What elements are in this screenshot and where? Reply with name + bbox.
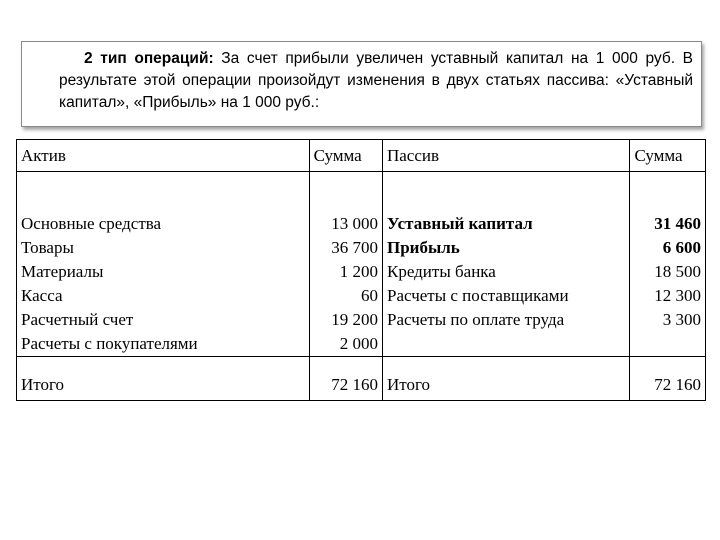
table-header-row [17, 140, 706, 172]
operation-description-box [21, 41, 702, 127]
total-aktiv: 72 160 [309, 357, 382, 401]
aktiv-item: Расчеты с покупателями [21, 334, 198, 353]
table-total-row [17, 357, 706, 401]
passiv-sums-cell [630, 172, 706, 357]
aktiv-sum: 2 000 [339, 334, 378, 353]
header-passiv: Пассив [382, 140, 629, 172]
aktiv-item: Расчетный счет [21, 310, 134, 329]
aktiv-item: Материалы [21, 262, 104, 281]
aktiv-item: Товары [21, 238, 74, 257]
aktiv-sum: 19 200 [331, 310, 378, 329]
header-aktiv: Актив [17, 140, 310, 172]
passiv-sum: 12 300 [654, 286, 701, 305]
operation-description-text: За счет прибыли увеличен уставный капитал на 1 000 руб. В результате этой операции произойдут изменения в двух статьях пассива: «Уставный капитал», «Прибыль» на 1 000 руб.: [59, 50, 693, 111]
operation-type-label: 2 тип операций: [84, 50, 214, 67]
passiv-item: Прибыль [386, 238, 460, 257]
passiv-sum: 6 600 [662, 238, 701, 257]
header-summa-passiv: Сумма [630, 140, 706, 172]
total-passiv: 72 160 [630, 357, 706, 401]
passiv-item: Уставный капитал [386, 214, 533, 233]
aktiv-item: Касса [21, 286, 63, 305]
aktiv-sums-cell [309, 172, 382, 357]
passiv-item: Расчеты по оплате труда [386, 310, 565, 329]
aktiv-sum: 1 200 [339, 262, 378, 281]
aktiv-item: Основные средства [21, 214, 162, 233]
aktiv-sum: 13 000 [331, 214, 378, 233]
passiv-sum: 3 300 [662, 310, 701, 329]
header-summa-aktiv: Сумма [309, 140, 382, 172]
table-body-row [17, 172, 706, 357]
aktiv-items-cell [17, 172, 310, 357]
passiv-sum: 31 460 [654, 214, 701, 233]
aktiv-sum: 36 700 [331, 238, 378, 257]
passiv-item: Кредиты банка [386, 262, 496, 281]
passiv-items-cell [382, 172, 629, 357]
aktiv-sum: 60 [360, 286, 378, 305]
total-label-aktiv: Итого [17, 357, 310, 401]
passiv-sum: 18 500 [654, 262, 701, 281]
balance-table [16, 139, 706, 401]
passiv-item: Расчеты с поставщиками [386, 286, 569, 305]
total-label-passiv: Итого [382, 357, 629, 401]
operation-description [59, 48, 693, 114]
